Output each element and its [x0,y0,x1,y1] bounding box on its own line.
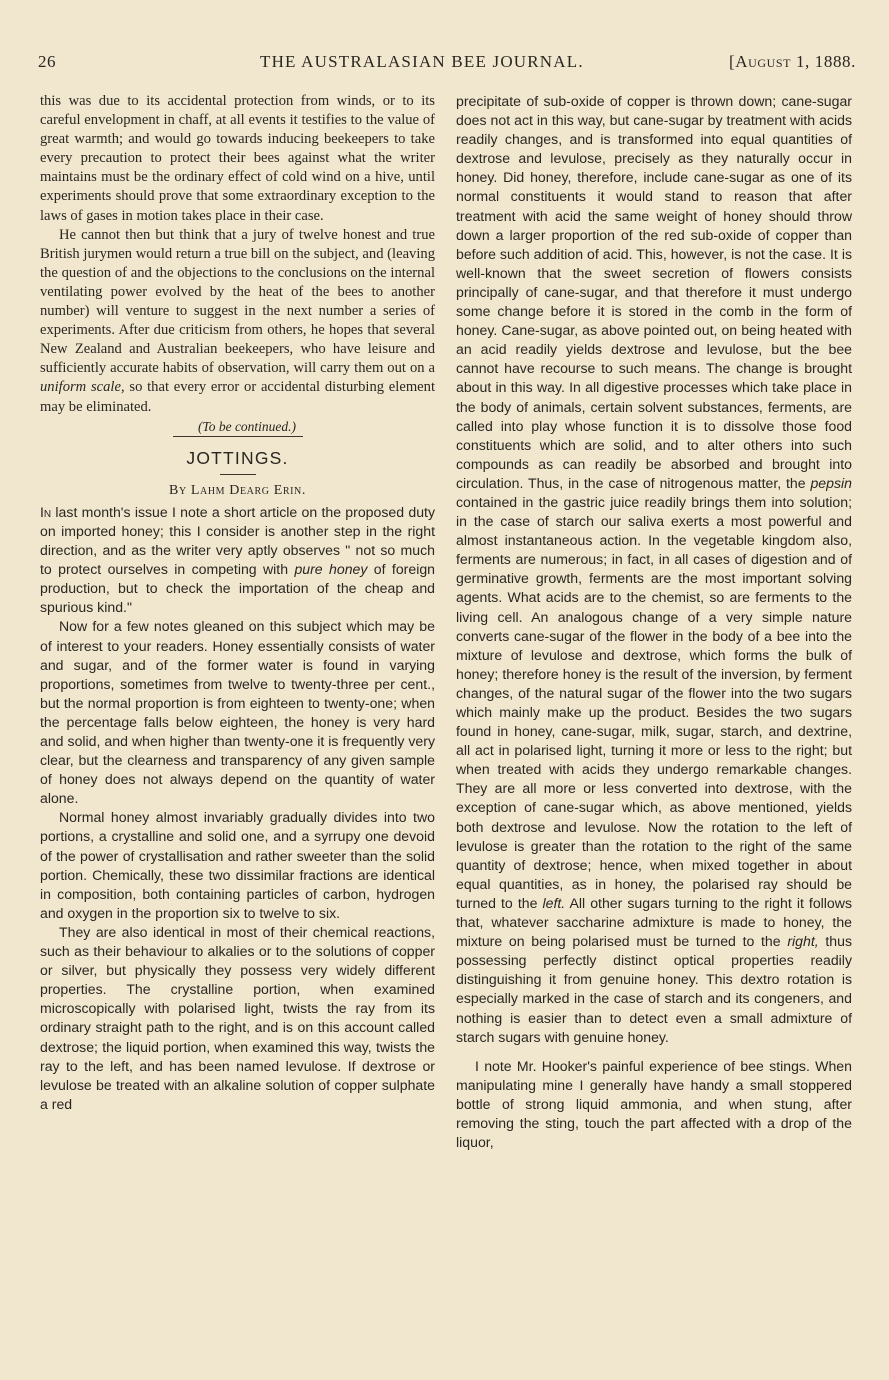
page-header [38,52,856,76]
journal-title: THE AUSTRALASIAN BEE JOURNAL. [260,52,584,71]
emphasis: uniform scale, [40,379,125,396]
paragraph: Now for a few notes gleaned on this subject which may be of interest to your readers. Honey essentially consists of water and sugar, and of the former water is found in varying proportions, sometimes from twelve to twenty-three per cent., but the normal proportion is from eighteen to twenty-one; when the percentage falls below eighteen, the honey is very hard and solid, and when higher than twenty-one it is frequently very clear, but the clearness and transparency of any given sample of honey does not always depend on the quantity of water alone. [40,618,435,807]
paragraph: this was due to its accidental protection from winds, or to its careful envelopment in chaff, at all events it testifies to the value of great warmth; and would go towards inducing beekeepers to take every precaution to protect their bees against what the writer maintains must be the ordinary effect of cold wind on a hive, until experiments should prove that some extraordinary exception to the laws of gases in motion takes place in their case. [40,93,435,224]
left-column [40,92,435,1114]
paragraph: Normal honey almost invariably gradually divides into two portions, a crystalline and solid one, and a syrrupy one devoid of the power of crystallisation and rather sweeter than the solid portion. Chemically, these two dissimilar fractions are identical in composition, both containing particles of carbon, hydrogen and oxygen in the proportion six to twelve to six. [40,809,435,921]
paragraph: In last month's issue I note a short article on the proposed duty on imported honey; this I consider is another step in the right direction, and as the writer very aptly observes " not so much to protect ourselves in competing with pure honey of foreign production, but to check the importation of the cheap and spurious kind." [40,503,436,616]
paragraph: precipitate of sub-oxide of copper is thrown down; cane-sugar does not act in this way, but cane-sugar by treatment with acids readily changes, and is transformed into equal quantities of dextrose and levulose, precisely as they naturally occur in honey. Did honey, therefore, include cane-sugar as one of its normal constituents it would stand to reason that after treatment with acid the same weight of honey should throw down a larger proportion of the red sub-oxide of copper than before such addition of acid. This, however, is not the case. It is well-known that the sweet secretion of flowers consists principally of cane-sugar, and that therefore it must undergo some change before it is stored in the comb in the form of honey. Cane-sugar, as above pointed out, on being heated with an acid readily yields dextrose and levulose, but the bee cannot have recourse to such means. The change is brought about in this way. In all digestive processes which take place in the body of animals, certain solvent substances, ferments, are called into play whose function it is to dissolve those food constituents which are solid, and to alter others into such compounds as can readily be absorbed and brought into circulation. Thus, in the case of nitrogenous matter, the pepsin contained in the gastric juice readily brings them into solution; in the case of starch our saliva exerts a most powerful and almost instantaneous action. In the vegetable kingdom also, ferments are numerous; in fact, in all cases of digestion and of germinative growth, ferments are the most important solving agents. What acids are to the chemist, so are ferments to the living cell. An analogous change of a very simple nature converts cane-sugar of the flower in the body of a bee into the mixture of levulose and dextrose, which forms the bulk of honey; therefore honey is the result of the inversion, by ferment changes, of the natural sugar of the flower into the two sugars which mainly make up the product. Besides the two sugars found in honey, cane-sugar, milk, sugar, starch, and dextrine, all act in polarised light, turning it more or less to the right; but when treated with acids they undergo remarkable changes. They are all more or less converted into dextrose, with the exception of cane-sugar which, as above mentioned, yields both dextrose and levulose. Now the rotation to the left of levulose is greater than the rotation to the right of the same quantity of dextrose; hence, when mixed together in about equal quantities, as in honey, the polarised ray should be turned to the left. All other sugars turning to the right it follows that, whatever saccharine admixture is made to honey, the mixture on being polarised must be turned to the right, thus possessing perfectly distinct optical properties readily distinguishing it from genuine honey. This dextro rotation is especially marked in the case of starch and its congeners, and nothing is easier than to detect even a small admixture of starch sugars with genuine honey. [456,93,853,1045]
emphasis: left. [542,894,566,911]
emphasis: pure honey [294,561,368,578]
paragraph: He cannot then but think that a jury of twelve honest and true British jurymen would return a true bill on the subject, and (leaving the question of and the objections to the conclusions on the internal ventilating power evolved by the heat of the bees to another number) will venture to suggest in the next number a series of experiments. After due criticism from others, he hopes that several New Zealand and Australian beekeepers, who have leisure and sufficiently accurate habits of observation, will carry them out on a uniform scale, so that every error or accidental disturbing element may be eliminated. [40,226,435,415]
page-number: 26 [38,52,56,71]
right-column [456,92,852,1152]
section-divider [173,436,303,437]
paragraph: I note Mr. Hooker's painful experience of bee stings. When manipulating mine I generally have handy a small stoppered bottle of strong liquid ammonia, and when stung, after removing the sting, touch the part affected with a drop of the liquor, [456,1057,852,1151]
continued-note: (To be continued.) [197,418,297,434]
article-title: JOTTINGS. [186,447,289,468]
emphasis: pepsin [810,474,852,491]
issue-date: [August 1, 1888. [728,52,856,71]
paragraph: They are also identical in most of their chemical reactions, such as their behaviour to alkalies or to the solutions of copper or silver, but physically they possess very widely different properties. The crystalline portion, when examined microscopically with polarised light, twists the ray from its ordinary straight path to the right, and is on this account called dextrose; the liquid portion, when examined this way, twists the ray to the left, and has been named levulose. If dextrose or levulose be treated with an alkaline solution of copper sulphate a red [40,923,435,1112]
byline: By Lahm Dearg Erin. [169,482,306,498]
emphasis: right, [787,933,819,950]
title-rule [220,474,256,475]
